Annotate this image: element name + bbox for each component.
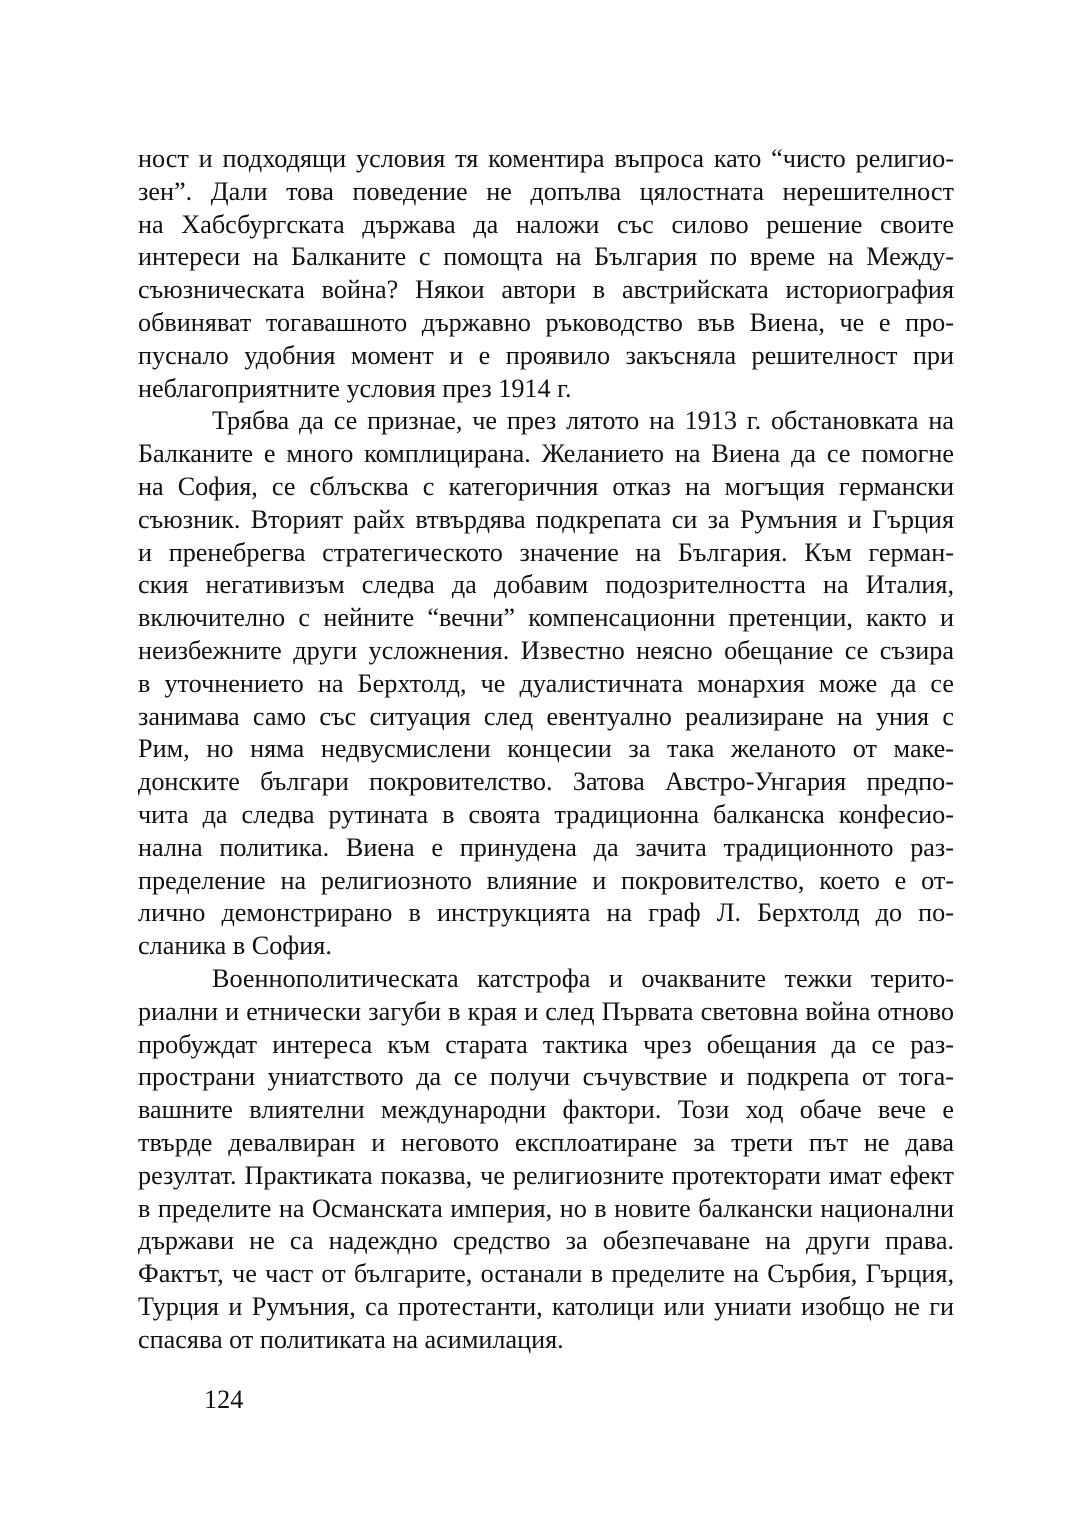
text-line: Военнополитическата катстрофа и очакваните тежки терито-	[212, 963, 954, 993]
text-line: донските българи покровителство. Затова Австро-Унгария предпо-	[138, 767, 954, 797]
text-line: пространи униатството да се получи съчувствие и подкрепа от тога-	[138, 1062, 954, 1092]
paragraph-3	[138, 963, 954, 1357]
paragraph-2	[138, 405, 954, 963]
text-line: Трябва да се признае, че през лятото на 1913 г. обстановката на	[212, 406, 954, 436]
text-line: съюзник. Вторият райх втвърдява подкрепата си за Румъния и Гърция	[138, 504, 954, 534]
text-line: включително с нейните “вечни” компенсационни претенции, както и	[138, 603, 954, 633]
text-line: пределение на религиозното влияние и покровителство, което е от-	[138, 865, 954, 895]
text-line: интереси на Балканите с помощта на България по време на Между-	[138, 242, 954, 272]
page-number: 124	[204, 1385, 244, 1414]
text-line: Фактът, че част от българите, останали в пределите на Сърбия, Гърция,	[138, 1259, 954, 1289]
text-line: риални и етнически загуби в края и след Първата световна война отново	[138, 996, 954, 1026]
text-line: в пределите на Османската империя, но в новите балкански национални	[138, 1193, 954, 1223]
text-line: неизбежните други усложнения. Известно неясно обещание се съзира	[138, 635, 954, 665]
text-line: Балканите е много комплицирана. Желанието на Виена да се помогне	[138, 439, 954, 469]
text-line: ския негативизъм следва да добавим подозрителността на Италия,	[138, 570, 954, 600]
text-line: пробуждат интереса към старата тактика чрез обещания да се раз-	[138, 1029, 954, 1059]
text-line: сланика в София.	[138, 931, 332, 961]
text-line: на София, се сблъсква с категоричния отказ на могъщия германски	[138, 471, 954, 501]
text-line: лично демонстрирано в инструкцията на граф Л. Берхтолд до по-	[138, 898, 954, 928]
text-line: пуснало удобния момент и е проявило закъсняла решителност при	[138, 340, 954, 370]
text-line: неблагоприятните условия през 1914 г.	[138, 373, 572, 403]
text-line: твърде девалвиран и неговото експлоатиране за трети път не дава	[138, 1127, 954, 1157]
text-line: чита да следва рутината в своята традиционна балканска конфесио-	[138, 799, 954, 829]
text-line: в уточнението на Берхтолд, че дуалистичната монархия може да се	[138, 668, 954, 698]
text-line: Рим, но няма недвусмислени концесии за така желаното от маке-	[138, 734, 954, 764]
text-line: на Хабсбургската държава да наложи със силово решение своите	[138, 209, 954, 239]
text-line: спасява от политиката на асимилация.	[138, 1324, 564, 1354]
text-line: съюзническата война? Някои автори в австрийската историография	[138, 275, 954, 305]
text-line: ност и подходящи условия тя коментира въпроса като “чисто религио-	[138, 144, 954, 173]
text-line: вашните влиятелни международни фактори. Този ход обаче вече е	[138, 1095, 954, 1125]
text-line: зен”. Дали това поведение не допълва цялостната нерешителност	[138, 176, 954, 206]
paragraph-1	[138, 143, 954, 405]
text-line: нална политика. Виена е принудена да зачита традиционното раз-	[138, 832, 954, 862]
text-line: резултат. Практиката показва, че религиозните протекторати имат ефект	[138, 1160, 954, 1190]
text-line: Турция и Румъния, са протестанти, католици или униати изобщо не ги	[138, 1291, 954, 1321]
text-line: държави не са надеждно средство за обезпечаване на други права.	[138, 1226, 954, 1256]
text-line: занимава само със ситуация след евентуално реализиране на уния с	[138, 701, 954, 731]
text-line: и пренебрегва стратегическото значение на България. Към герман-	[138, 537, 954, 567]
text-line: обвиняват тогавашното държавно ръководство във Виена, че е про-	[138, 307, 954, 337]
page-body	[138, 143, 954, 1356]
